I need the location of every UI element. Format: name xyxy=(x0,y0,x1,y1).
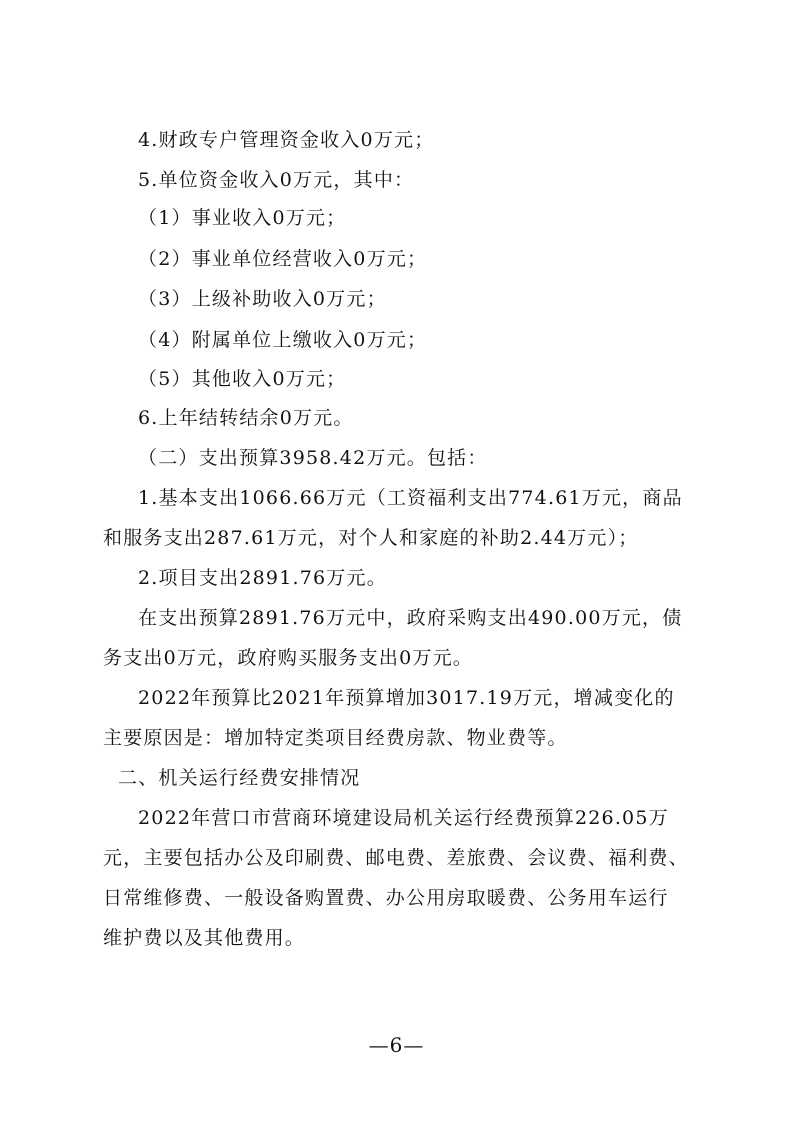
paragraph-procurement: 在支出预算2891.76万元中，政府采购支出490.00万元，债 xyxy=(138,607,683,629)
subitem-business-operation-income: （2）事业单位经营收入0万元； xyxy=(138,248,428,270)
page-number: —6— xyxy=(368,1033,425,1057)
subitem-other-income: （5）其他收入0万元； xyxy=(138,368,347,390)
item-unit-fund-income: 5.单位资金收入0万元，其中： xyxy=(138,169,415,191)
paragraph-budget-change: 2022年预算比2021年预算增加3017.19万元，增减变化的 xyxy=(138,687,675,709)
item-project-expenditure: 2.项目支出2891.76万元。 xyxy=(138,567,387,589)
item-fiscal-account-income: 4.财政专户管理资金收入0万元； xyxy=(138,129,435,151)
item-basic-expenditure-continued: 和服务支出287.61万元，对个人和家庭的补助2.44万元）； xyxy=(103,527,639,549)
item-basic-expenditure: 1.基本支出1066.66万元（工资福利支出774.61万元，商品 xyxy=(138,487,683,509)
item-prior-year-carryover: 6.上年结转结余0万元。 xyxy=(138,407,354,429)
section-heading-operating-expenses: 二、机关运行经费安排情况 xyxy=(118,767,361,789)
paragraph-budget-change-continued: 主要原因是：增加特定类项目经费房款、物业费等。 xyxy=(103,727,568,749)
subitem-affiliated-unit-income: （4）附属单位上缴收入0万元； xyxy=(138,329,428,351)
paragraph-procurement-continued: 务支出0万元，政府购买服务支出0万元。 xyxy=(103,647,473,669)
paragraph-operating-expenses-line-2: 元，主要包括办公及印刷费、邮电费、差旅费、会议费、福利费、 xyxy=(103,847,689,869)
paragraph-operating-expenses-line-3: 日常维修费、一般设备购置费、办公用房取暖费、公务用车运行 xyxy=(103,887,669,909)
paragraph-operating-expenses-line-4: 维护费以及其他费用。 xyxy=(103,927,306,949)
section-expenditure-budget: （二）支出预算3958.42万元。包括： xyxy=(138,447,488,469)
subitem-business-income: （1）事业收入0万元； xyxy=(138,207,347,229)
paragraph-operating-expenses: 2022年营口市营商环境建设局机关运行经费预算226.05万 xyxy=(138,807,669,829)
subitem-superior-subsidy-income: （3）上级补助收入0万元； xyxy=(138,288,387,310)
